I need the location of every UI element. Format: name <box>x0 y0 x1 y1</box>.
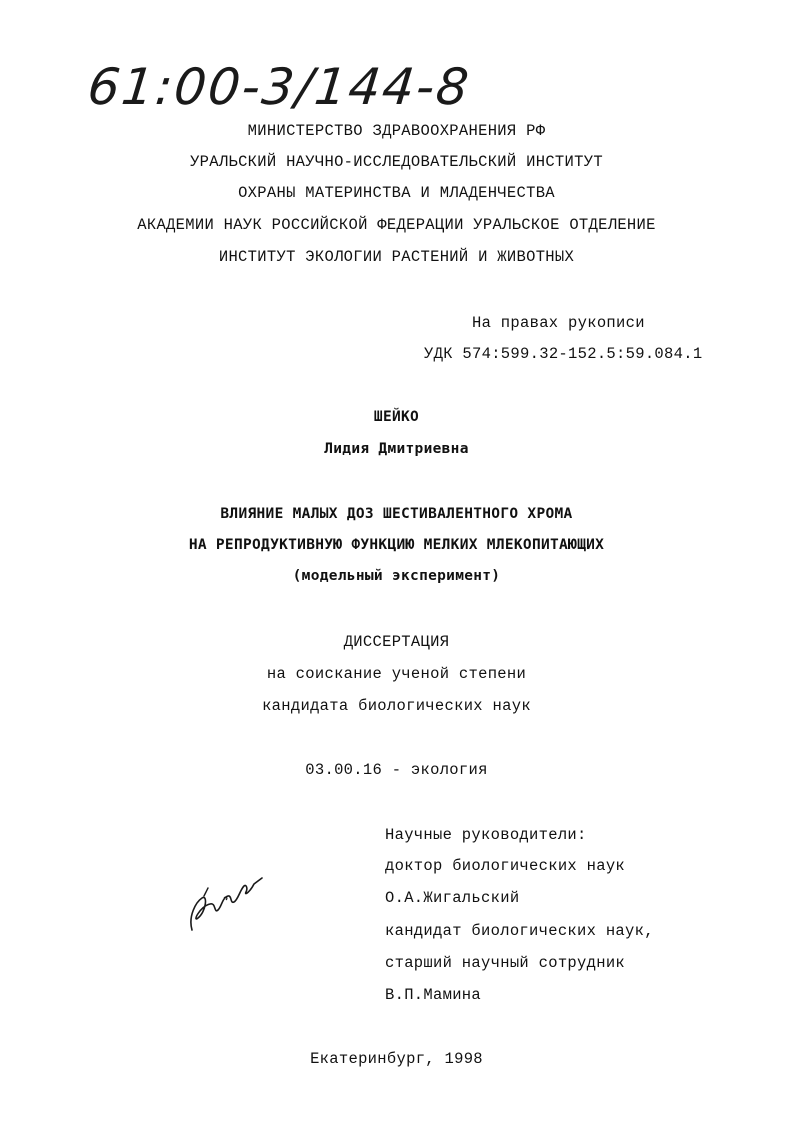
dissertation-label: ДИССЕРТАЦИЯ <box>343 633 450 651</box>
city-year: Екатеринбург, 1998 <box>310 1050 483 1068</box>
specialty-code: 03.00.16 - экология <box>305 761 488 779</box>
supervisor-2-degree: кандидат биологических наук, <box>385 922 654 940</box>
header-line-1: МИНИСТЕРСТВО ЗДРАВООХРАНЕНИЯ РФ <box>247 122 546 140</box>
header-line-2: УРАЛЬСКИЙ НАУЧНО-ИССЛЕДОВАТЕЛЬСКИЙ ИНСТИТУТ <box>190 153 603 171</box>
header-line-5: ИНСТИТУТ ЭКОЛОГИИ РАСТЕНИЙ И ЖИВОТНЫХ <box>218 248 575 266</box>
supervisors-heading: Научные руководители: <box>385 826 587 844</box>
supervisor-1-name: О.А.Жигальский <box>385 889 520 907</box>
udk-code: УДК 574:599.32-152.5:59.084.1 <box>424 345 703 363</box>
supervisor-2-name: В.П.Мамина <box>385 986 482 1004</box>
dissertation-degree: кандидата биологических наук <box>262 697 531 715</box>
supervisor-2-position: старший научный сотрудник <box>385 954 626 972</box>
dissertation-purpose: на соискание ученой степени <box>266 665 527 683</box>
author-surname: ШЕЙКО <box>373 409 420 425</box>
archive-number: 61:00-3/144-8 <box>84 58 474 116</box>
author-name: Лидия Дмитриевна <box>324 441 469 457</box>
header-line-4: АКАДЕМИИ НАУК РОССИЙСКОЙ ФЕДЕРАЦИИ УРАЛЬСКОЕ ОТДЕЛЕНИЕ <box>137 216 656 234</box>
header-line-3: ОХРАНЫ МАТЕРИНСТВА И МЛАДЕНЧЕСТВА <box>238 184 555 202</box>
supervisor-1-degree: доктор биологических наук <box>385 857 626 875</box>
manuscript-rights: На правах рукописи <box>472 314 645 332</box>
title-line-1: ВЛИЯНИЕ МАЛЫХ ДОЗ ШЕСТИВАЛЕНТНОГО ХРОМА <box>220 506 573 522</box>
title-line-2: НА РЕПРОДУКТИВНУЮ ФУНКЦИЮ МЕЛКИХ МЛЕКОПИТАЮЩИХ <box>188 537 605 553</box>
title-line-3: (модельный эксперимент) <box>292 568 501 584</box>
handwritten-signature-icon <box>182 868 272 938</box>
